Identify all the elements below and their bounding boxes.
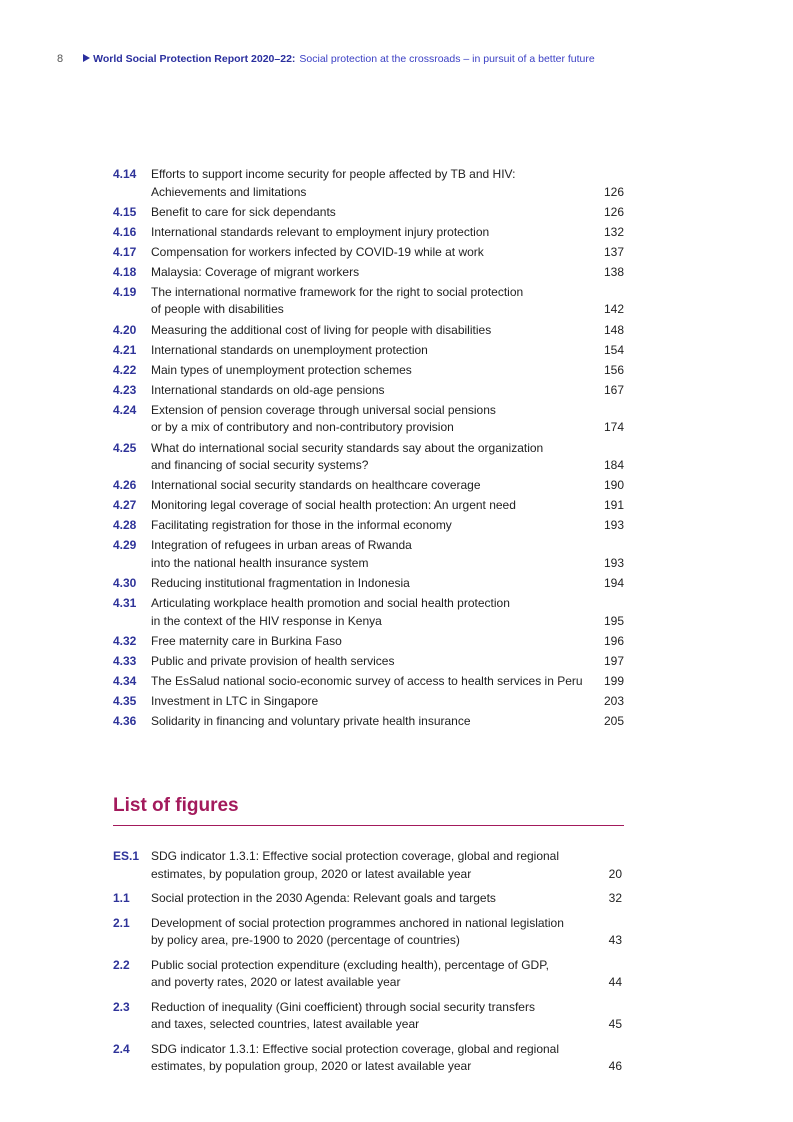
entry-number: 4.17 bbox=[113, 244, 137, 259]
entry-title bbox=[151, 477, 584, 495]
entry-page-number: 138 bbox=[603, 264, 624, 279]
entry-number: 4.35 bbox=[113, 693, 137, 708]
entry-title-line: and taxes, selected countries, latest available year bbox=[151, 1017, 420, 1031]
toc-entry[interactable] bbox=[113, 264, 624, 282]
entry-title bbox=[151, 633, 584, 651]
entry-number: 4.22 bbox=[113, 362, 137, 377]
entry-title-line: International social security standards on healthcare coverage bbox=[151, 478, 481, 493]
entry-page-number: 156 bbox=[603, 362, 624, 377]
toc-entry[interactable] bbox=[113, 322, 624, 340]
toc-entry[interactable] bbox=[113, 244, 624, 262]
figures-heading: List of figures bbox=[113, 795, 624, 826]
entry-title-line: estimates, by population group, 2020 or latest available year bbox=[151, 866, 472, 881]
toc-entry[interactable] bbox=[113, 957, 624, 992]
entry-page-number: 132 bbox=[603, 224, 624, 239]
entry-page-number: 154 bbox=[603, 342, 624, 357]
entry-page-number: 184 bbox=[603, 458, 624, 473]
entry-number: 4.19 bbox=[113, 284, 137, 299]
entry-title-line: The international normative framework for the right to social protection bbox=[151, 284, 524, 299]
entry-page-number: 126 bbox=[603, 184, 624, 199]
toc-entry[interactable] bbox=[113, 204, 624, 222]
entry-title bbox=[151, 957, 582, 992]
toc-entry[interactable] bbox=[113, 362, 624, 380]
entry-number: 2.4 bbox=[113, 1041, 130, 1056]
entry-page-number: 44 bbox=[608, 975, 622, 989]
entry-title bbox=[151, 284, 584, 319]
entry-title-line: Extension of pension coverage through universal social pensions bbox=[151, 402, 496, 417]
entry-number: 4.25 bbox=[113, 440, 137, 455]
toc-entry[interactable] bbox=[113, 693, 624, 711]
entry-title-line: in the context of the HIV response in Kenya bbox=[151, 613, 382, 628]
entry-title bbox=[151, 322, 584, 340]
page-number: 8 bbox=[57, 53, 64, 65]
entry-page-number: 167 bbox=[603, 382, 624, 397]
toc-entry[interactable] bbox=[113, 440, 624, 475]
entry-title-line: Development of social protection programmes anchored in national legislation bbox=[151, 915, 564, 930]
entry-title-line: The EsSalud national socio-economic survey of access to health services in Peru bbox=[151, 673, 583, 688]
entry-title-line: Public and private provision of health services bbox=[151, 653, 395, 668]
entry-title-line: SDG indicator 1.3.1: Effective social protection coverage, global and regional bbox=[151, 849, 560, 863]
entry-number: 4.23 bbox=[113, 382, 137, 397]
toc-entry[interactable] bbox=[113, 517, 624, 535]
report-title: World Social Protection Report 2020–22: bbox=[93, 53, 296, 65]
toc-entry[interactable] bbox=[113, 999, 624, 1034]
entry-page-number: 32 bbox=[608, 891, 622, 905]
entry-title-line: of people with disabilities bbox=[151, 302, 284, 317]
entry-number: 4.26 bbox=[113, 478, 137, 493]
entry-title-line: by policy area, pre-1900 to 2020 (percentage of countries) bbox=[151, 933, 460, 947]
entry-title-line: Solidarity in financing and voluntary private health insurance bbox=[151, 714, 471, 729]
entry-page-number: 199 bbox=[603, 673, 624, 688]
entry-title bbox=[151, 537, 584, 572]
entry-title bbox=[151, 342, 584, 360]
entry-title bbox=[151, 362, 584, 380]
entry-page-number: 45 bbox=[608, 1017, 622, 1031]
entry-title-line: International standards relevant to employment injury protection bbox=[151, 224, 490, 239]
entry-title-line: Facilitating registration for those in the informal economy bbox=[151, 518, 452, 533]
entry-number: 4.20 bbox=[113, 322, 137, 337]
entry-number: 4.30 bbox=[113, 576, 137, 590]
toc-entry[interactable] bbox=[113, 224, 624, 242]
entry-title-line: Integration of refugees in urban areas of Rwanda bbox=[151, 538, 412, 553]
entry-number: 2.2 bbox=[113, 957, 130, 972]
entry-title bbox=[151, 440, 584, 475]
report-subtitle: Social protection at the crossroads – in pursuit of a better future bbox=[299, 53, 595, 65]
entry-number: 4.31 bbox=[113, 596, 137, 611]
entry-title bbox=[151, 382, 584, 400]
entry-title-line: and poverty rates, 2020 or latest available year bbox=[151, 975, 401, 989]
entry-title bbox=[151, 890, 582, 908]
entry-page-number: 203 bbox=[603, 693, 624, 708]
entry-page-number: 195 bbox=[603, 613, 624, 628]
entry-number: 2.3 bbox=[113, 999, 130, 1014]
entry-title-line: Efforts to support income security for people affected by TB and HIV: bbox=[151, 167, 516, 181]
toc-entry[interactable] bbox=[113, 382, 624, 400]
entry-title-line: Public social protection expenditure (excluding health), percentage of GDP, bbox=[151, 957, 550, 972]
entry-page-number: 191 bbox=[603, 498, 624, 513]
entry-page-number: 196 bbox=[603, 633, 624, 648]
entry-page-number: 20 bbox=[608, 866, 622, 881]
triangle-bullet-icon bbox=[83, 54, 90, 62]
entry-title-line: or by a mix of contributory and non-contributory provision bbox=[151, 420, 454, 435]
entry-page-number: 205 bbox=[603, 714, 624, 729]
toc-entry[interactable] bbox=[113, 497, 624, 515]
entry-title-line: What do international social security standards say about the organization bbox=[151, 440, 544, 455]
toc-entry[interactable] bbox=[113, 537, 624, 572]
entry-title-line: Articulating workplace health promotion and social health protection bbox=[151, 596, 510, 611]
entry-title-line: Reduction of inequality (Gini coefficient) through social security transfers bbox=[151, 999, 535, 1014]
entry-title-line: Malaysia: Coverage of migrant workers bbox=[151, 264, 360, 279]
entry-page-number: 194 bbox=[603, 576, 624, 590]
entry-title-line: Social protection in the 2030 Agenda: Relevant goals and targets bbox=[151, 891, 496, 905]
entry-title bbox=[151, 517, 584, 535]
entry-number: 4.28 bbox=[113, 518, 137, 533]
entry-title bbox=[151, 848, 582, 883]
entry-title-line: Benefit to care for sick dependants bbox=[151, 204, 336, 219]
toc-entry[interactable] bbox=[113, 890, 624, 908]
list-of-boxes bbox=[113, 166, 624, 733]
entry-page-number: 46 bbox=[608, 1059, 622, 1073]
entry-title bbox=[151, 166, 584, 201]
entry-title-line: SDG indicator 1.3.1: Effective social protection coverage, global and regional bbox=[151, 1041, 560, 1056]
toc-entry[interactable] bbox=[113, 653, 624, 671]
toc-entry[interactable] bbox=[113, 633, 624, 651]
entry-number: 4.27 bbox=[113, 498, 137, 513]
entry-number: 4.32 bbox=[113, 633, 137, 648]
entry-number: 4.15 bbox=[113, 204, 137, 219]
entry-page-number: 43 bbox=[608, 933, 622, 947]
entry-number: 4.18 bbox=[113, 264, 137, 279]
entry-title bbox=[151, 497, 584, 515]
entry-title-line: into the national health insurance system bbox=[151, 555, 369, 570]
entry-number: 4.34 bbox=[113, 673, 137, 688]
entry-title-line: Monitoring legal coverage of social health protection: An urgent need bbox=[151, 498, 516, 513]
entry-title bbox=[151, 402, 584, 437]
toc-entry[interactable] bbox=[113, 915, 624, 950]
toc-entry[interactable] bbox=[113, 713, 624, 731]
entry-page-number: 197 bbox=[603, 653, 624, 668]
entry-page-number: 190 bbox=[603, 478, 624, 493]
entry-number: 2.1 bbox=[113, 915, 130, 930]
toc-entry[interactable] bbox=[113, 166, 624, 201]
entry-title bbox=[151, 204, 584, 222]
entry-title-line: Investment in LTC in Singapore bbox=[151, 693, 319, 708]
entry-page-number: 193 bbox=[603, 555, 624, 570]
entry-title bbox=[151, 693, 584, 711]
entry-title-line: Free maternity care in Burkina Faso bbox=[151, 633, 342, 648]
toc-entry[interactable] bbox=[113, 342, 624, 360]
entry-title-line: International standards on unemployment protection bbox=[151, 342, 428, 357]
entry-title bbox=[151, 224, 584, 242]
entry-title-line: Achievements and limitations bbox=[151, 184, 307, 199]
entry-number: 4.36 bbox=[113, 714, 137, 729]
toc-entry[interactable] bbox=[113, 595, 624, 630]
entry-page-number: 148 bbox=[603, 322, 624, 337]
toc-entry[interactable] bbox=[113, 673, 624, 691]
entry-number: 4.14 bbox=[113, 167, 137, 181]
entry-number: 4.21 bbox=[113, 342, 137, 357]
entry-number: ES.1 bbox=[113, 849, 140, 863]
entry-title bbox=[151, 244, 584, 262]
entry-page-number: 142 bbox=[603, 302, 624, 317]
entry-title bbox=[151, 999, 582, 1034]
entry-title bbox=[151, 575, 584, 593]
entry-number: 1.1 bbox=[113, 891, 130, 905]
entry-title-line: International standards on old-age pensions bbox=[151, 382, 385, 397]
toc-entry[interactable] bbox=[113, 848, 624, 883]
entry-title-line: estimates, by population group, 2020 or latest available year bbox=[151, 1059, 472, 1073]
toc-entry[interactable] bbox=[113, 1041, 624, 1076]
entry-page-number: 126 bbox=[603, 204, 624, 219]
entry-title bbox=[151, 595, 584, 630]
entry-title-line: Compensation for workers infected by COVID-19 while at work bbox=[151, 244, 484, 259]
entry-title bbox=[151, 915, 582, 950]
entry-title-line: Measuring the additional cost of living for people with disabilities bbox=[151, 322, 492, 337]
entry-title bbox=[151, 713, 584, 731]
entry-title-line: and financing of social security systems? bbox=[151, 458, 369, 473]
entry-page-number: 174 bbox=[603, 420, 624, 435]
toc-entry[interactable] bbox=[113, 402, 624, 437]
list-of-figures bbox=[113, 848, 624, 1083]
toc-entry[interactable] bbox=[113, 477, 624, 495]
entry-title bbox=[151, 653, 584, 671]
toc-entry[interactable] bbox=[113, 575, 624, 593]
running-header bbox=[57, 53, 595, 65]
entry-page-number: 137 bbox=[603, 244, 624, 259]
entry-title bbox=[151, 264, 584, 282]
toc-entry[interactable] bbox=[113, 284, 624, 319]
entry-page-number: 193 bbox=[603, 518, 624, 533]
entry-number: 4.29 bbox=[113, 538, 137, 553]
entry-title bbox=[151, 1041, 582, 1076]
entry-title bbox=[151, 673, 584, 691]
entry-number: 4.24 bbox=[113, 402, 137, 417]
entry-number: 4.16 bbox=[113, 224, 137, 239]
entry-title-line: Reducing institutional fragmentation in Indonesia bbox=[151, 576, 410, 590]
entry-number: 4.33 bbox=[113, 653, 137, 668]
entry-title-line: Main types of unemployment protection schemes bbox=[151, 362, 412, 377]
